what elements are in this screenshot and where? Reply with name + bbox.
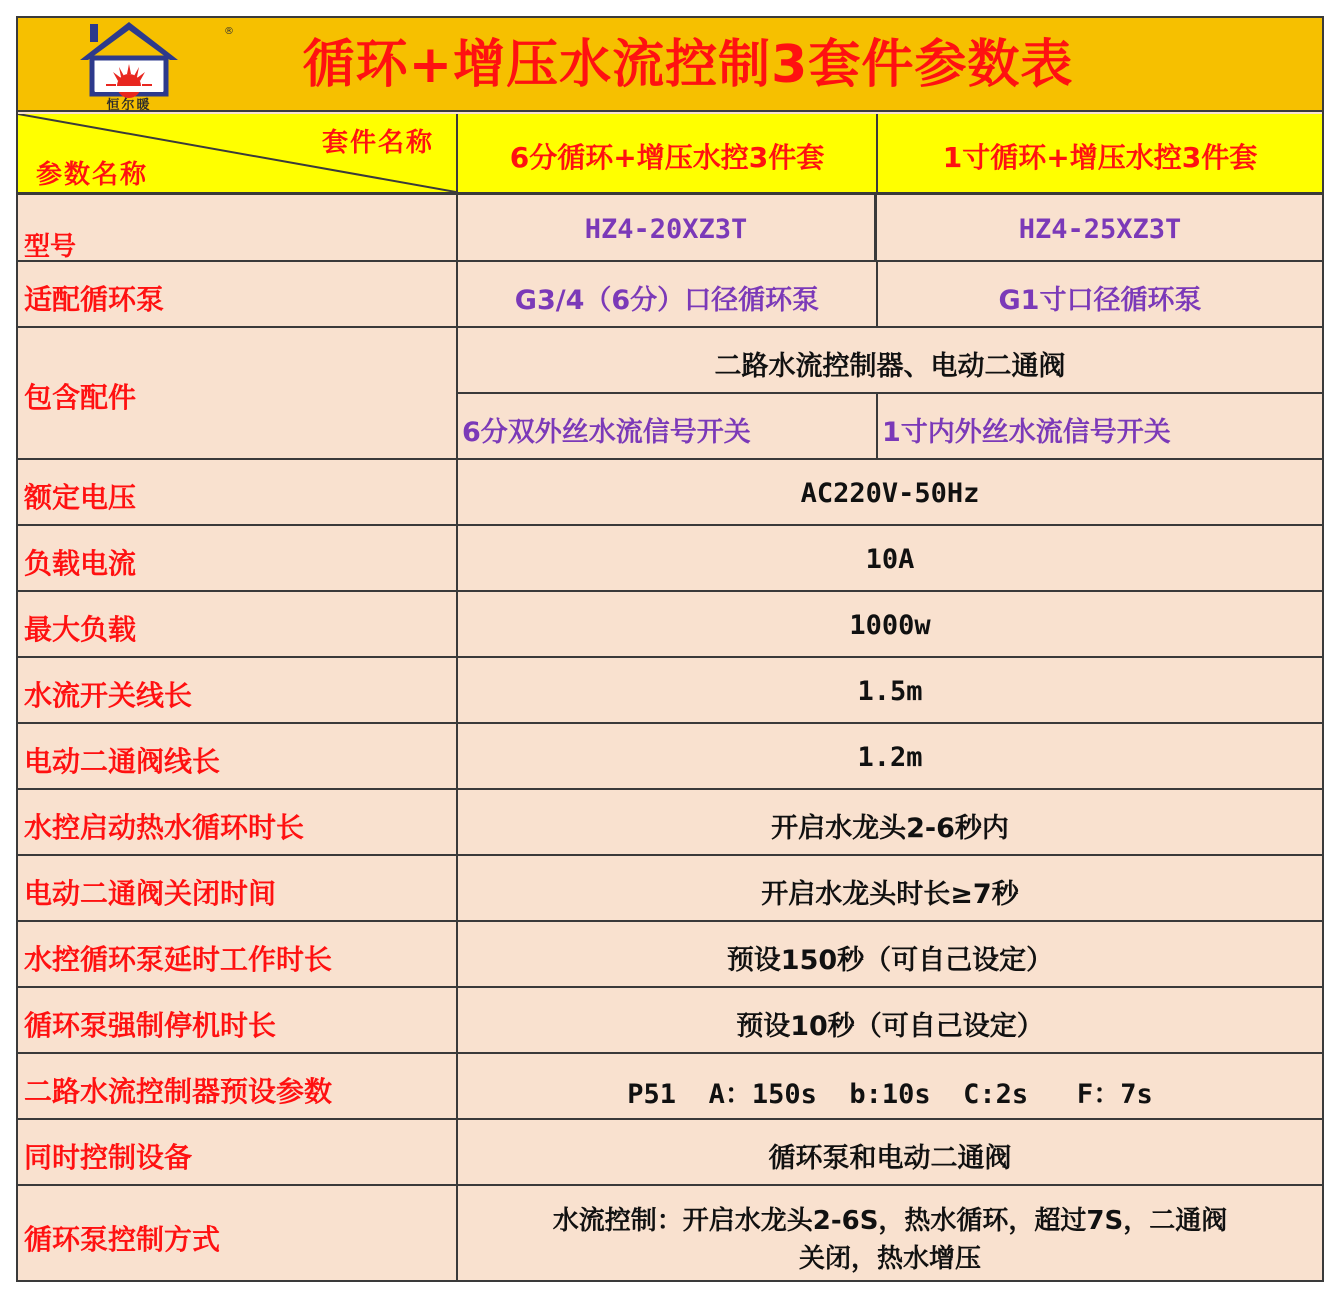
- forced-stop-value: 预设10秒（可自己设定）: [736, 1011, 1044, 1042]
- row-label-delay: 水控循环泵延时工作时长: [24, 943, 333, 976]
- col1-header-cell: [458, 114, 876, 192]
- start-time-value: 开启水龙头2-6秒内: [771, 813, 1009, 844]
- page-title: 循环+增压水流控制3套件参数表: [302, 35, 1074, 95]
- pump-col2: G1寸口径循环泵: [998, 285, 1202, 316]
- row-label-model: 型号: [24, 232, 77, 262]
- row-label-valve-cable: 电动二通阀线长: [24, 745, 221, 778]
- model-col1: HZ4-20XZ3T: [584, 214, 748, 245]
- registered-mark: ®: [224, 26, 234, 37]
- parts-col1: 6分双外丝水流信号开关: [462, 417, 751, 448]
- kit-name-label: 套件名称: [321, 128, 434, 158]
- row-label-voltage: 额定电压: [24, 481, 137, 514]
- param-name-label: 参数名称: [36, 160, 149, 190]
- row-label-forced-stop: 循环泵强制停机时长: [24, 1009, 277, 1042]
- col2-header: 1寸循环+增压水控3件套: [942, 141, 1258, 174]
- current-value: 10A: [865, 544, 915, 575]
- devices-value: 循环泵和电动二通阀: [768, 1143, 1012, 1174]
- preset-value: P51 A：150s b:10s C:2s F：7s: [627, 1079, 1153, 1110]
- switch-cable-value: 1.5m: [857, 676, 923, 707]
- row-label-pump: 适配循环泵: [24, 283, 165, 316]
- max-load-value: 1000w: [849, 610, 931, 641]
- control-mode-line1: 水流控制：开启水龙头2-6S，热水循环，超过7S，二通阀: [552, 1206, 1228, 1236]
- corner-header-cell: [18, 114, 456, 192]
- col2-header-cell: [878, 114, 1322, 192]
- row-label-valve-close: 电动二通阀关闭时间: [24, 877, 277, 910]
- row-label-current: 负载电流: [24, 547, 137, 580]
- row-label-devices: 同时控制设备: [24, 1141, 193, 1174]
- row-label-parts: 包含配件: [24, 381, 137, 414]
- voltage-value: AC220V-50Hz: [800, 478, 980, 509]
- spec-table: [16, 16, 1324, 1282]
- title-banner: [18, 18, 1322, 112]
- row-label-preset: 二路水流控制器预设参数: [24, 1075, 333, 1108]
- model-col2: HZ4-25XZ3T: [1018, 214, 1182, 245]
- house-sun-icon: [76, 20, 182, 98]
- row-label-start-time: 水控启动热水循环时长: [24, 811, 305, 844]
- brand-logo-text: 恒尔暖: [106, 98, 152, 113]
- valve-close-value: 开启水龙头时长≥7秒: [761, 879, 1019, 910]
- parts-col2: 1寸内外丝水流信号开关: [882, 417, 1171, 448]
- row-label-control-mode: 循环泵控制方式: [24, 1223, 221, 1256]
- row-label-max-load: 最大负载: [24, 613, 137, 646]
- delay-value: 预设150秒（可自己设定）: [726, 945, 1054, 976]
- pump-col1: G3/4（6分）口径循环泵: [514, 285, 820, 316]
- col1-header: 6分循环+增压水控3件套: [509, 141, 825, 174]
- brand-logo: [76, 20, 234, 113]
- control-mode-line2: 关闭，热水增压: [798, 1244, 981, 1274]
- valve-cable-value: 1.2m: [857, 742, 923, 773]
- row-label-switch-cable: 水流开关线长: [24, 679, 193, 712]
- parts-shared: 二路水流控制器、电动二通阀: [714, 351, 1066, 382]
